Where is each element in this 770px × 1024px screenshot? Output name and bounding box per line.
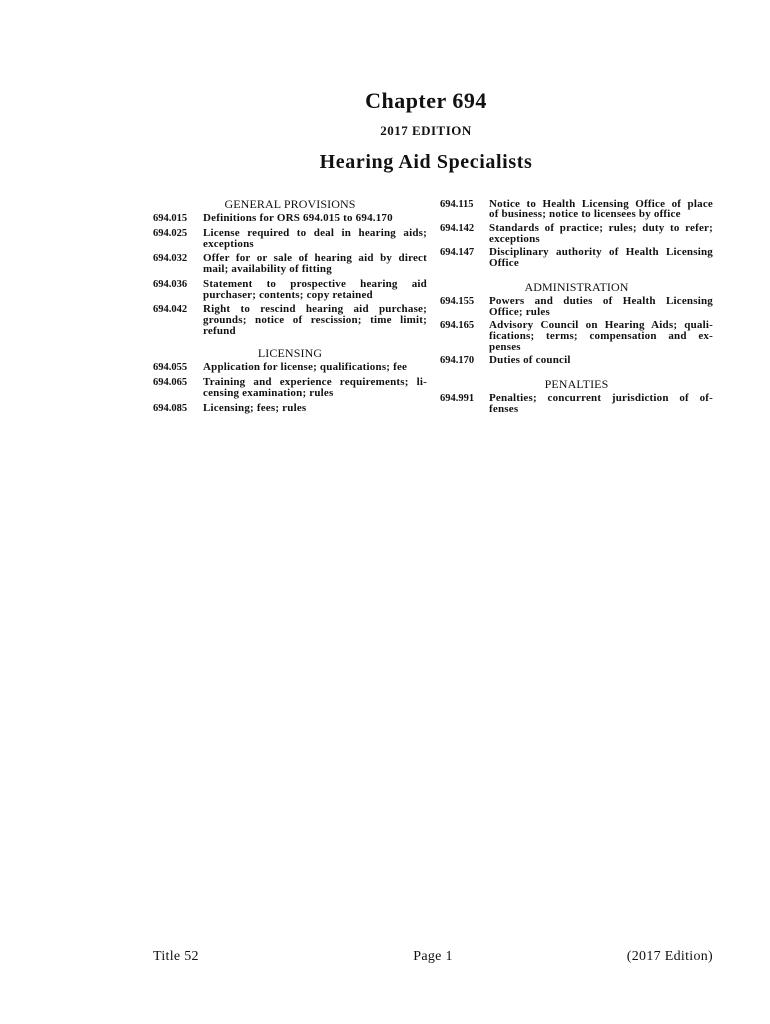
toc-entry: [153, 403, 427, 414]
section-caption: [489, 296, 713, 318]
toc-entry: [153, 362, 427, 373]
caption-line: Office: [489, 257, 519, 270]
caption-line: Duties of council: [489, 354, 571, 367]
section-number: 694.165: [440, 320, 475, 332]
caption-line: Standards of practice; rules; duty to refer;: [489, 221, 713, 234]
section-caption: [203, 213, 427, 224]
section-caption: [203, 403, 427, 414]
caption-line: Definitions for ORS 694.015 to 694.170: [203, 212, 393, 224]
toc-entry: [153, 253, 427, 275]
caption-line: Right to rescind hearing aid purchase;: [203, 303, 427, 316]
toc-entry: [440, 320, 713, 352]
section-caption: [489, 247, 713, 269]
caption-line: Application for license; qualifications; fee: [203, 361, 408, 374]
caption-line: Licensing; fees; rules: [203, 401, 307, 414]
section-heading: ADMINISTRATION: [524, 279, 629, 294]
section-number: 694.025: [153, 227, 188, 239]
section-caption: [203, 228, 427, 250]
caption-line: Statement to prospective hearing aid: [203, 277, 427, 290]
caption-line: Penalties; concurrent jurisdiction of of-: [489, 391, 713, 404]
toc-entry: [440, 199, 713, 221]
section-caption: [203, 279, 427, 301]
caption-line: fenses: [489, 402, 519, 415]
footer-edition: (2017 Edition): [626, 949, 714, 964]
footer-page-number: Page 1: [413, 949, 453, 964]
caption-line: Notice to Health Licensing Office of place: [489, 197, 713, 210]
caption-line: Training and experience requirements; li-: [203, 375, 427, 388]
section-caption: [489, 320, 713, 352]
section-number: 694.085: [153, 402, 188, 414]
toc-entry: [440, 393, 713, 415]
chapter-title: Chapter 694: [365, 88, 487, 113]
caption-line: grounds; notice of rescission; time limit;: [203, 314, 427, 327]
toc-column-right: [440, 199, 713, 418]
section-number: 694.065: [153, 376, 188, 388]
toc-entry: [153, 377, 427, 399]
caption-line: Disciplinary authority of Health Licensing: [489, 246, 713, 259]
toc-entry: [153, 304, 427, 337]
caption-line: Advisory Council on Hearing Aids; quali-: [489, 319, 713, 332]
section-number: 694.170: [440, 355, 475, 367]
section-caption: [203, 362, 427, 373]
caption-line: mail; availability of fitting: [203, 263, 332, 276]
toc-entry: [153, 213, 427, 224]
section-caption: [203, 304, 427, 337]
section-number: 694.055: [153, 362, 188, 374]
toc-entry: [153, 228, 427, 250]
section-heading: PENALTIES: [544, 376, 609, 391]
toc-entry: [153, 279, 427, 301]
caption-line: exceptions: [203, 237, 254, 250]
caption-line: censing examination; rules: [203, 386, 334, 399]
section-heading: GENERAL PROVISIONS: [224, 197, 356, 211]
section-number: 694.155: [440, 295, 475, 307]
page-footer: [153, 948, 713, 965]
section-number: 694.142: [440, 222, 475, 234]
section-number: 694.147: [440, 247, 475, 259]
caption-line: of business; notice to licensees by office: [489, 208, 681, 221]
toc-entry: [440, 296, 713, 318]
caption-line: exceptions: [489, 232, 540, 245]
toc-entry: [440, 355, 713, 367]
section-number: 694.032: [153, 253, 188, 265]
caption-line: penses: [489, 340, 521, 353]
section-number: 694.991: [440, 392, 475, 404]
caption-line: Office; rules: [489, 305, 550, 318]
caption-line: refund: [203, 325, 236, 338]
section-caption: [203, 253, 427, 275]
chapter-subject: Hearing Aid Specialists: [319, 151, 533, 173]
section-number: 694.015: [153, 213, 188, 224]
section-caption: [489, 393, 713, 415]
edition-label: 2017 EDITION: [380, 123, 472, 138]
section-caption: [489, 223, 713, 245]
section-caption: [489, 355, 713, 366]
toc-entry: [440, 247, 713, 269]
caption-line: purchaser; contents; copy retained: [203, 288, 373, 301]
toc-entry: [440, 223, 713, 245]
caption-line: Offer for or sale of hearing aid by direct: [203, 252, 427, 265]
section-number: 694.115: [440, 198, 474, 210]
caption-line: fications; terms; compensation and ex-: [489, 330, 713, 343]
footer-title: Title 52: [153, 949, 199, 964]
section-number: 694.042: [153, 304, 188, 316]
section-caption: [203, 377, 427, 399]
toc-column-left: [153, 198, 427, 417]
section-caption: [489, 199, 713, 221]
caption-line: License required to deal in hearing aids;: [203, 226, 427, 239]
section-number: 694.036: [153, 278, 188, 290]
caption-line: Powers and duties of Health Licensing: [489, 294, 713, 307]
section-heading: LICENSING: [257, 346, 323, 361]
